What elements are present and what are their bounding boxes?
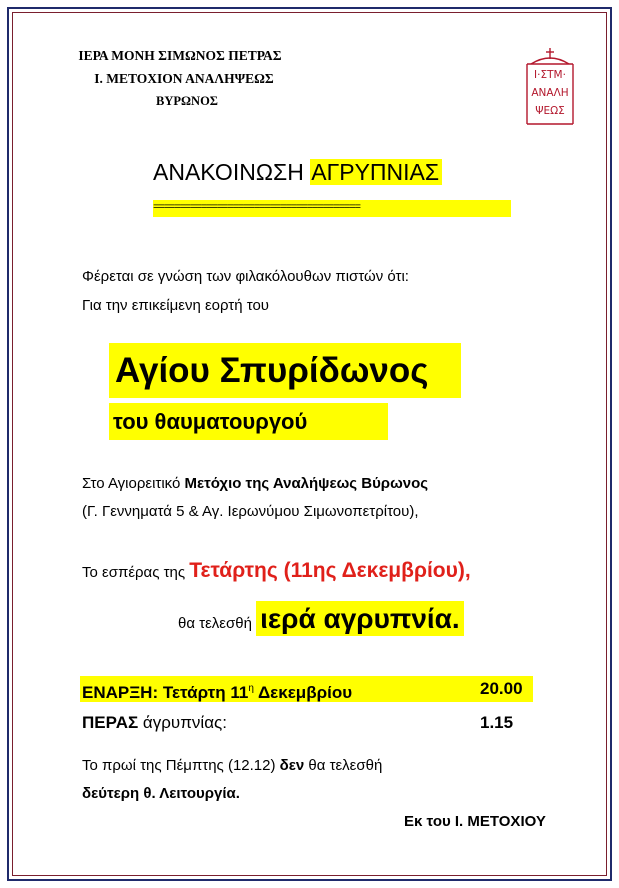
header-line-3: ΒΥΡΩΝΟΣ bbox=[156, 94, 218, 108]
evening-prefix: Το εσπέρας της bbox=[82, 564, 186, 581]
start-label-suffix: Δεκεμβρίου bbox=[253, 683, 353, 702]
morning-prefix: Το πρωί της Πέμπτης (12.12) bbox=[82, 757, 276, 774]
vigil-line bbox=[178, 603, 464, 635]
title-underline-rule: ======================================= bbox=[153, 200, 511, 217]
intro-line-1: Φέρεται σε γνώση των φιλακόλουθων πιστών ότι: bbox=[82, 268, 409, 285]
page-border-inner bbox=[12, 12, 607, 876]
intro-line-2: Για την επικείμενη εορτή του bbox=[82, 297, 269, 314]
location-line bbox=[82, 475, 428, 492]
header-line-2: Ι. ΜΕΤΟΧΙΟΝ ΑΝΑΛΗΨΕΩΣ bbox=[94, 71, 274, 86]
logo-text-3: ΨΕΩΣ bbox=[535, 105, 565, 117]
end-label-text: ΠΕΡΑΣ bbox=[82, 713, 139, 732]
announcement-title bbox=[153, 153, 442, 191]
morning-line-1 bbox=[82, 757, 382, 774]
logo-text-1: Ι·ΣΤΜ· bbox=[534, 69, 566, 81]
morning-emphasis: δεν bbox=[279, 757, 305, 774]
schedule-end-row bbox=[82, 710, 535, 736]
logo-text-2: ΑΝΑΛΗ bbox=[531, 87, 569, 99]
schedule-start-row bbox=[80, 676, 533, 702]
morning-line-2: δεύτερη θ. Λειτουργία. bbox=[82, 785, 240, 802]
start-label-superscript: η bbox=[248, 683, 254, 694]
evening-date: Τετάρτης (11ης Δεκεμβρίου), bbox=[189, 559, 471, 582]
start-time: 20.00 bbox=[480, 679, 523, 698]
start-label bbox=[82, 676, 352, 706]
end-time: 1.15 bbox=[480, 713, 514, 732]
start-label-text: ΕΝΑΡΞΗ: Τετάρτη 11 bbox=[82, 683, 249, 702]
morning-suffix: θα τελεσθή bbox=[304, 757, 383, 774]
signature: Εκ του Ι. ΜΕΤΟΧΙΟΥ bbox=[404, 813, 546, 830]
end-label bbox=[82, 713, 227, 732]
saint-epithet: του θαυματουργού bbox=[109, 403, 388, 440]
church-logo-icon bbox=[523, 47, 578, 125]
monastery-header bbox=[54, 44, 314, 113]
vigil-name: ιερά αγρυπνία. bbox=[256, 601, 464, 636]
title-part-1: ΑΝΑΚΟΙΝΩΣΗ bbox=[153, 159, 304, 185]
title-part-2: ΑΓΡΥΠΝΙΑΣ bbox=[310, 159, 442, 185]
header-line-1: ΙΕΡΑ ΜΟΝΗ ΣΙΜΩΝΟΣ ΠΕΤΡΑΣ bbox=[78, 48, 282, 63]
end-label-suffix: άγρυπνίας: bbox=[138, 713, 227, 732]
evening-line bbox=[82, 559, 471, 583]
location-name: Μετόχιο της Αναλήψεως Βύρωνος bbox=[184, 475, 429, 492]
vigil-prefix: θα τελεσθή bbox=[178, 615, 252, 632]
saint-name: Αγίου Σπυρίδωνος bbox=[109, 343, 461, 398]
location-address: (Γ. Γεννηματά 5 & Αγ. Ιερωνύμου Σιμωνοπετρίτου), bbox=[82, 503, 419, 520]
location-prefix: Στο Αγιορειτικό bbox=[82, 475, 181, 492]
